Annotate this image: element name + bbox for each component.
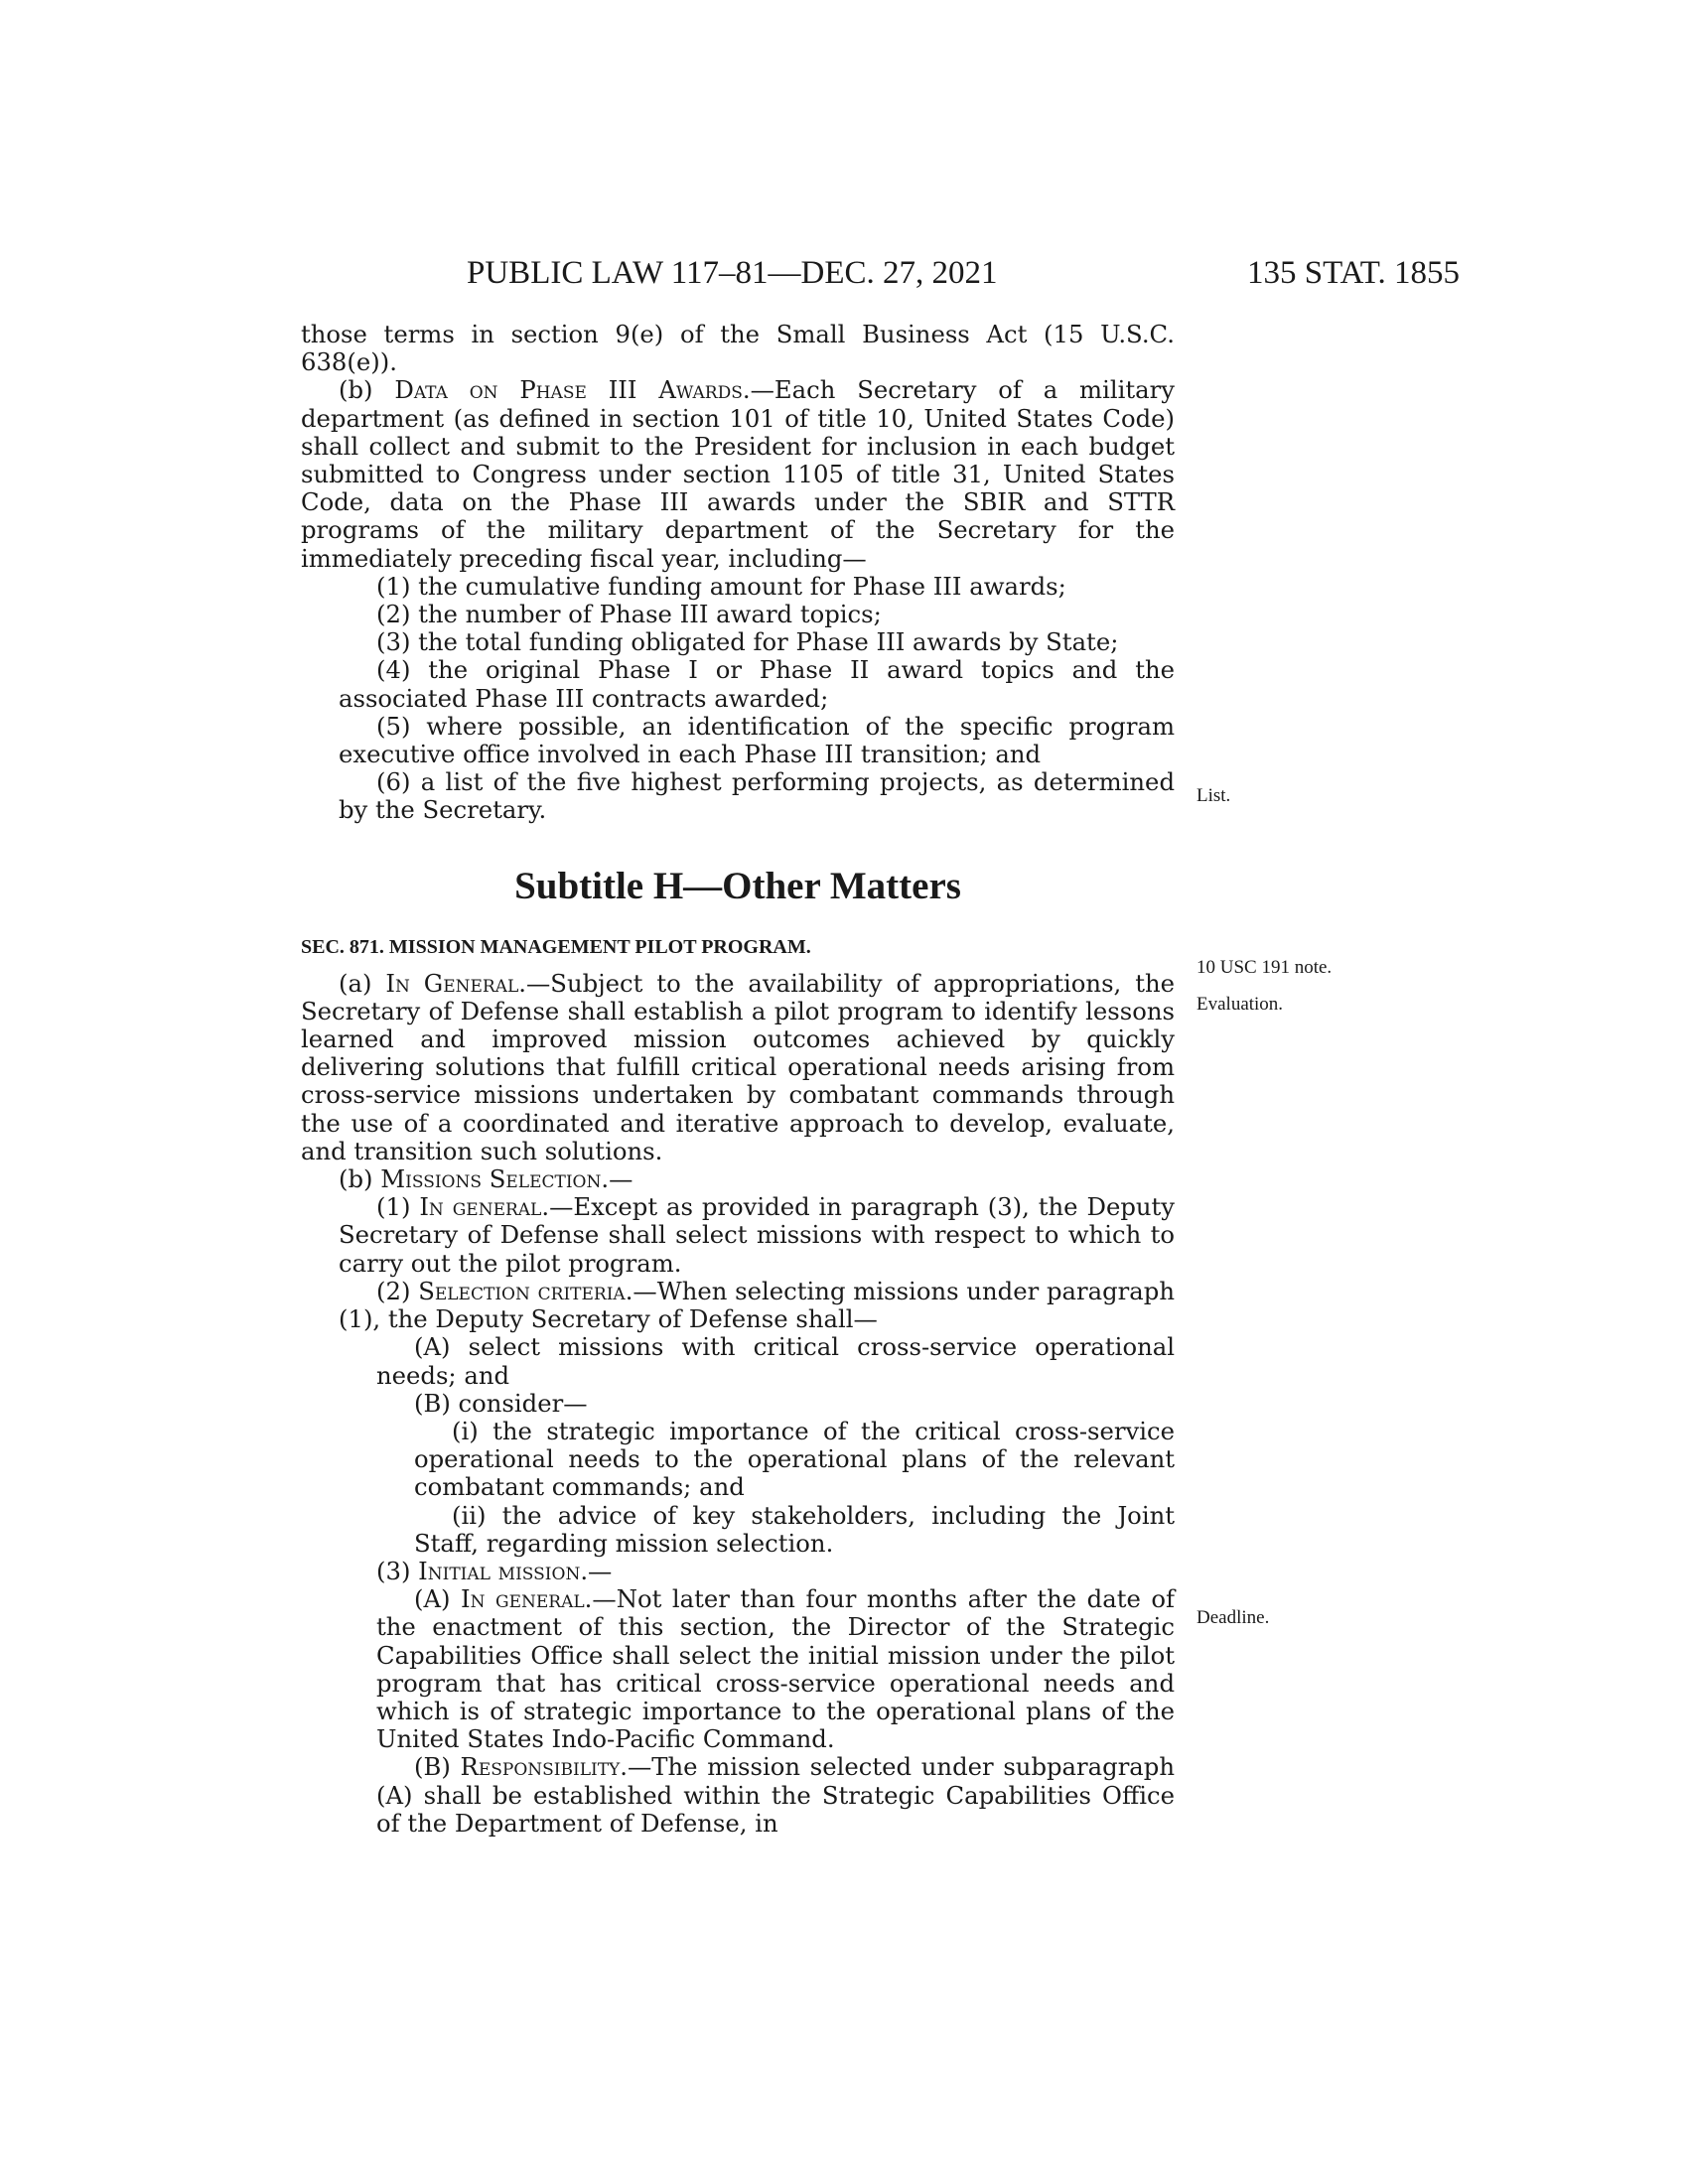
paragraph-heading: In general	[419, 1192, 542, 1222]
subsection-a-in-general	[301, 970, 1175, 1165]
paragraph-3-initial-mission	[301, 1558, 1175, 1585]
subsection-label: (a)	[339, 968, 386, 998]
subparagraph-b: (B) consider—	[414, 1388, 588, 1418]
subparagraph-3a-in-general	[301, 1585, 1175, 1753]
list-item: (5) where possible, an identification of the specific program executive office involved in each Phase III transition; and	[339, 711, 1175, 769]
paragraph-heading: Selection criteria	[418, 1276, 626, 1305]
subsection-text: .—Each Secretary of a military department (as defined in section 101 of title 10, United States Code) shall collect and submit to the President for inclusion in each budget submitted to Congress under section 1105 of title 31, United States Code, data on the Phase III awards under the SBIR and STTR programs of the military department of the Secretary for the immediately preceding fiscal year, including—	[301, 375, 1175, 573]
subparagraph-3b-responsibility	[301, 1753, 1175, 1838]
subparagraph-text: .—Not later than four months after the date of the enactment of this section, the Director of the Strategic Capabilities Office shall select the initial mission under the pilot program that has critical cross-service operational needs and which is of strategic importance to the operational plans of the United States Indo-Pacific Command.	[376, 1584, 1175, 1754]
subsection-b-data-on-phase-iii-awards	[301, 376, 1175, 572]
list-item: (3) the total funding obligated for Phase III awards by State;	[376, 627, 1119, 657]
public-law-citation: PUBLIC LAW 117–81—DEC. 27, 2021	[467, 255, 998, 291]
margin-note-evaluation: Evaluation.	[1196, 994, 1284, 1015]
paragraph-2-selection-criteria	[301, 1278, 1175, 1333]
paragraph-label: (3)	[376, 1556, 419, 1585]
subsection-heading: Missions Selection	[380, 1164, 602, 1194]
statute-page-number: 135 STAT. 1855	[1246, 255, 1460, 291]
list-item: (6) a list of the five highest performing projects, as determined by the Secretary.	[339, 767, 1175, 825]
main-text-column	[301, 321, 1175, 1838]
subsection-label: (b)	[339, 1164, 381, 1194]
paragraph-text: .—When selecting missions under paragraph (1), the Deputy Secretary of Defense shall—	[339, 1276, 1175, 1334]
paragraph-label: (2)	[376, 1276, 419, 1305]
subparagraph-heading: In general	[461, 1584, 585, 1614]
paragraph-dash: .—	[580, 1556, 613, 1585]
list-item: (1) the cumulative funding amount for Phase III awards;	[376, 571, 1066, 601]
paragraph-text: .—Except as provided in paragraph (3), the Deputy Secretary of Defense shall select missions with respect to which to carry out the pilot program.	[339, 1192, 1176, 1278]
section-heading: SEC. 871. MISSION MANAGEMENT PILOT PROGRAM.	[301, 935, 811, 958]
subsection-heading: In General	[385, 968, 519, 998]
subsection-dash: .—	[601, 1164, 633, 1194]
subsection-heading: Data on Phase III Awards	[394, 375, 743, 405]
subsection-label: (b)	[339, 375, 395, 405]
running-header	[467, 253, 1460, 293]
margin-note-list: List.	[1196, 785, 1231, 806]
paragraph-1-in-general	[301, 1193, 1175, 1278]
margin-note-usc-citation: 10 USC 191 note.	[1196, 957, 1333, 978]
margin-note-deadline: Deadline.	[1196, 1607, 1270, 1628]
clause-i: (i) the strategic importance of the critical cross-service operational needs to the operational plans of the relevant combatant commands; and	[414, 1416, 1175, 1502]
subparagraph-label: (B)	[414, 1752, 461, 1782]
list-item: (2) the number of Phase III award topics;	[376, 600, 882, 629]
subsection-text: .—Subject to the availability of appropriations, the Secretary of Defense shall establish a pilot program to identify lessons learned and improved mission outcomes achieved by quickly delivering solutions that fulfill critical operational needs arising from cross-service missions undertaken by combatant commands through the use of a coordinated and iterative approach to develop, evaluate, and transition such solutions.	[301, 968, 1175, 1165]
paragraph-heading: Initial mission	[418, 1556, 581, 1585]
subsection-b-missions-selection	[301, 1165, 1175, 1193]
subparagraph-heading: Responsibility	[460, 1752, 621, 1782]
list-item: (4) the original Phase I or Phase II award topics and the associated Phase III contracts awarded;	[339, 655, 1175, 713]
subparagraph-label: (A)	[414, 1584, 462, 1614]
clause-ii: (ii) the advice of key stakeholders, including the Joint Staff, regarding mission selection.	[414, 1500, 1175, 1558]
subtitle-heading: Subtitle H—Other Matters	[514, 864, 961, 907]
subparagraph-text: .—The mission selected under subparagraph (A) shall be established within the Strategic Capabilities Office of the Department of Defense, in	[376, 1752, 1175, 1838]
paragraph-label: (1)	[376, 1192, 420, 1222]
subparagraph-a: (A) select missions with critical cross-service operational needs; and	[376, 1332, 1175, 1390]
continued-paragraph: those terms in section 9(e) of the Small Business Act (15 U.S.C. 638(e)).	[301, 320, 1175, 377]
